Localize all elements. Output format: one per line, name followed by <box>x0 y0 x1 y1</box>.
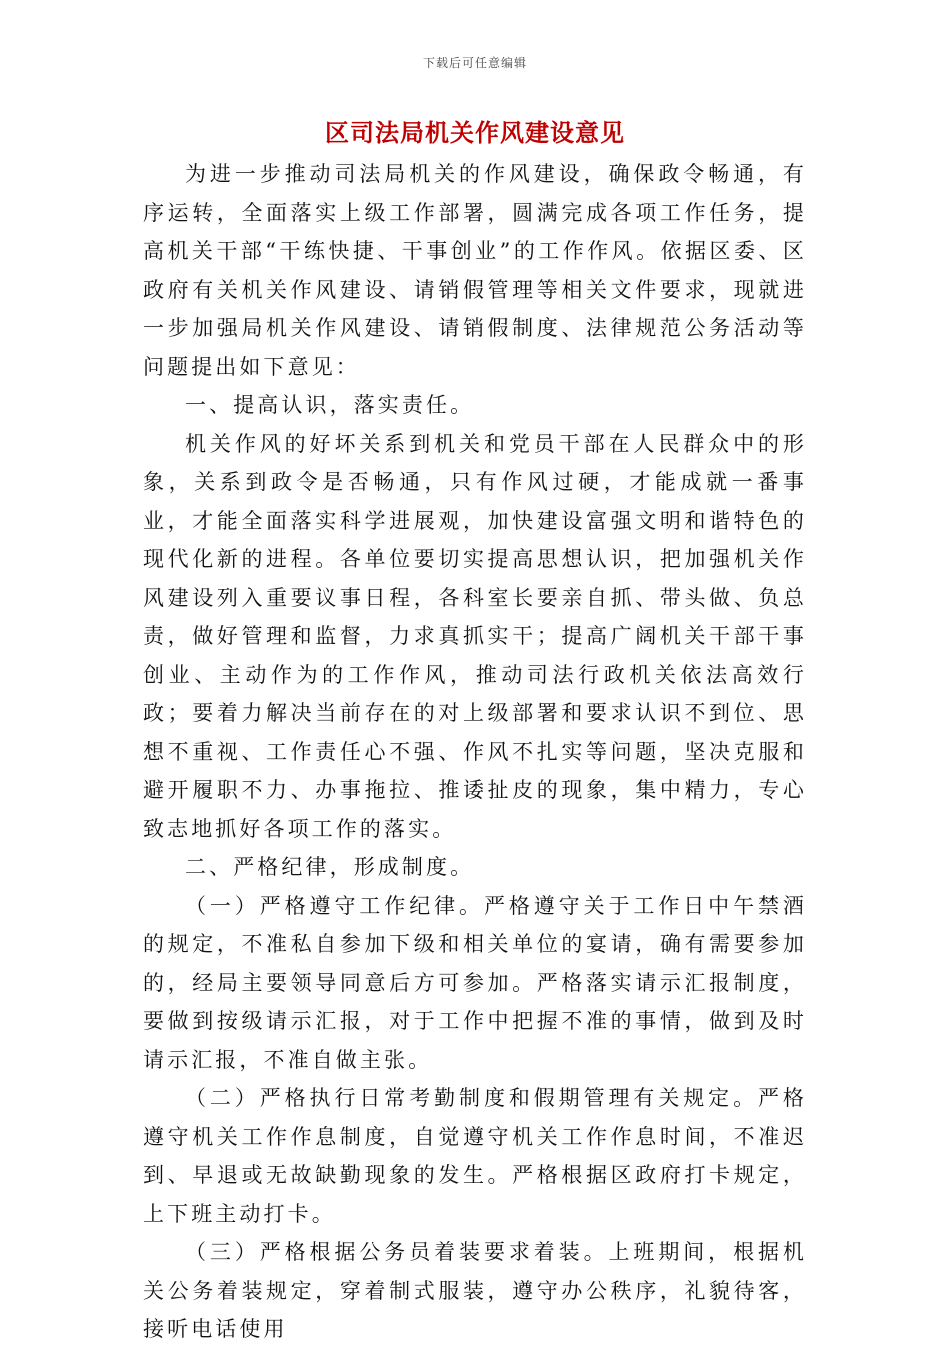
paragraph-item-3: （三）严格根据公务员着装要求着装。上班期间，根据机关公务着装规定，穿着制式服装，遵守办公秩序，礼貌待客，接听电话使用 <box>143 1240 807 1341</box>
document-body <box>143 155 807 1349</box>
paragraph-intro: 为进一步推动司法局机关的作风建设，确保政令畅通，有序运转，全面落实上级工作部署，圆满完成各项工作任务，提高机关干部“干练快捷、干事创业”的工作作风。依据区委、区政府有关机关作风建设、请销假管理等相关文件要求，现就进一步加强局机关作风建设、请销假制度、法律规范公务活动等问题提出如下意见： <box>143 162 807 379</box>
section-heading-1: 一、提高认识，落实责任。 <box>185 393 475 417</box>
paragraph-section-1: 机关作风的好坏关系到机关和党员干部在人民群众中的形象，关系到政令是否畅通，只有作风过硬，才能成就一番事业，才能全面落实科学进展观，加快建设富强文明和谐特色的现代化新的进程。各单位要切实提高思想认识，把加强机关作风建设列入重要议事日程，各科室长要亲自抓、带头做、负总责，做好管理和监督，力求真抓实干；提高广阔机关干部干事创业、主动作为的工作作风，推动司法行政机关依法高效行政；要着力解决当前存在的对上级部署和要求认识不到位、思想不重视、工作责任心不强、作风不扎实等问题，坚决克服和避开履职不力、办事拖拉、推诿扯皮的现象，集中精力，专心致志地抓好各项工作的落实。 <box>143 431 807 841</box>
paragraph-item-1: （一）严格遵守工作纪律。严格遵守关于工作日中午禁酒的规定，不准私自参加下级和相关单位的宴请，确有需要参加的，经局主要领导同意后方可参加。严格落实请示汇报制度，要做到按级请示汇报，对于工作中把握不准的事情，做到及时请示汇报，不准自做主张。 <box>143 893 807 1072</box>
section-heading-2: 二、严格纪律，形成制度。 <box>185 855 475 879</box>
download-note: 下载后可任意编辑 <box>422 56 527 70</box>
document-title: 区司法局机关作风建设意见 <box>325 118 625 147</box>
paragraph-item-2: （二）严格执行日常考勤制度和假期管理有关规定。严格遵守机关工作作息制度，自觉遵守机关工作作息时间，不准迟到、早退或无故缺勤现象的发生。严格根据区政府打卡规定，上下班主动打卡。 <box>143 1086 807 1226</box>
